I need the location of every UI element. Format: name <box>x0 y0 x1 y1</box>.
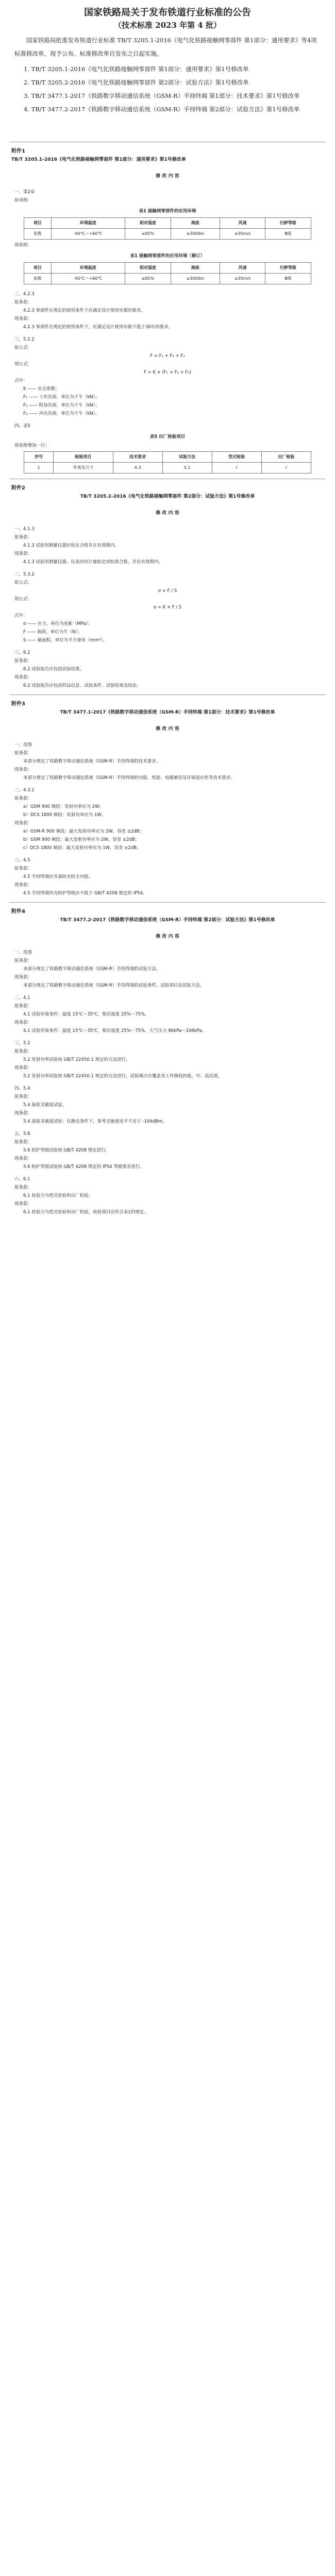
annex-item: S —— 截面积，单位为平方毫米（mm²）。 <box>23 638 107 643</box>
annex-item: 现条款： <box>14 821 32 826</box>
annex-name: TB/T 3477.1-2017《铁路数字移动通信系统（GSM-R）手持终端 第1部分：技术要求》第1号修改单 <box>60 710 275 715</box>
annex-item: 原条款： <box>14 300 32 305</box>
annex-item: 二、4.1 <box>14 995 30 1001</box>
table-header: 项目 <box>24 218 51 229</box>
annex-item: 6.1 检验分为型式检验和出厂检验。 <box>23 1193 93 1198</box>
annex-item: 现条款： <box>14 1156 32 1161</box>
annex-item: 现条款： <box>14 767 32 772</box>
annex-item: 本部分规定了铁路数字移动通信系统（GSM-R）手持终端的技术要求。 <box>23 759 161 764</box>
annex-item: 本部分规定了铁路数字移动通信系统（GSM-R）手持终端的试验方法。 <box>23 967 161 972</box>
annex-item: 5.6 防护等级试验按 GB/T 4208 规定进行。 <box>23 1148 110 1153</box>
table-caption: 表1 接触网零部件的应用环境（修订） <box>130 253 205 259</box>
header <box>9 0 326 30</box>
annex-item: 三、5.2.2 <box>14 337 35 342</box>
annex-label: 附件2 <box>11 485 25 491</box>
annex-section-title: 修 改 内 容 <box>156 511 179 516</box>
annex-label: 附件4 <box>11 909 25 914</box>
annex-item: 现条款： <box>14 316 32 321</box>
table-caption: 表5 出厂检验项目 <box>149 434 186 439</box>
annex-label: 附件1 <box>11 148 25 154</box>
annex-item: 原条款： <box>14 1094 32 1099</box>
annex-item: 四、5.4 <box>14 1086 30 1091</box>
table-cell: 5.1 <box>162 463 212 473</box>
list-item: 3. TB/T 3477.1-2017《铁路数字移动通信系统（GSM-R）手持终端 第1部分：技术要求》第1号修改单 <box>24 92 300 99</box>
annex-item: 6.1 检验分为型式检验和出厂检验，检验项目应符合表1的规定。 <box>23 1210 148 1215</box>
annex-item: F₁ —— 工作负荷，单位为千牛（kN）； <box>23 395 100 400</box>
annex-item: 5.4 接收灵敏度试验。 <box>23 1103 67 1108</box>
annex-section-title: 修 改 内 容 <box>156 726 179 732</box>
annex-4 <box>11 908 324 1220</box>
annex-item: 4.1 试验环境条件：温度 15℃～35℃，相对湿度 25%～75%，大气压力 86kPa～106kPa。 <box>23 1028 207 1033</box>
table-cell: ≤95% <box>125 229 171 240</box>
divider <box>9 902 326 903</box>
table-header: 风速 <box>220 218 265 229</box>
annex-item: 原条款： <box>14 1140 32 1145</box>
annex-item: 4.1.3 试验用测量仪器应检定合格并在有效期内。 <box>23 543 119 548</box>
annex-item: 4.1 试验环境条件：温度 15℃～35℃，相对湿度 25%～75%。 <box>23 1012 149 1017</box>
annex-item: 现表格增加一行： <box>14 443 50 448</box>
table-header: 污秽等级 <box>265 218 311 229</box>
annex-section-title: 修 改 内 容 <box>156 934 179 939</box>
table-row <box>24 274 311 284</box>
table-header: 相对湿度 <box>125 263 171 274</box>
environment-table-revised <box>24 262 311 284</box>
annex-2 <box>11 484 324 689</box>
annex-item: 一、4.1.3 <box>14 527 35 532</box>
annex-item: 一、第2章 <box>14 190 35 195</box>
annex-item: 六、6.1 <box>14 1177 30 1182</box>
annex-item: 5.6 防护等级试验按 GB/T 4208 规定的 IP54 等级要求进行。 <box>23 1164 144 1170</box>
annex-item: 五、5.6 <box>14 1131 30 1137</box>
annex-item: 4.5 手持终端外壳防护等级应不低于 GB/T 4208 规定的 IP54。 <box>23 891 147 896</box>
table-header: 海拔 <box>171 263 220 274</box>
annex-item: 5.2 发射功率试验按 GB/T 22450.1 规定的方法进行。 <box>23 1057 130 1062</box>
table-header: 风速 <box>220 263 265 274</box>
annex-name: TB/T 3477.2-2017《铁路数字移动通信系统（GSM-R）手持终端 第2部分：试验方法》第1号修改单 <box>60 918 275 923</box>
table-header: 序号 <box>24 452 54 463</box>
table-header: 项目 <box>24 263 51 274</box>
annex-item: 现条款： <box>14 551 32 556</box>
page-title: 国家铁路局关于发布铁道行业标准的公告 <box>84 7 251 18</box>
annex-item: 原公式： <box>14 580 32 585</box>
table-cell: Ⅲ级 <box>265 274 311 284</box>
list-item: 1. TB/T 3205.1-2016《电气化铁路接触网零部件 第1部分：通用要求》第1号修改单 <box>24 65 249 73</box>
annex-item: 二、5.3.2 <box>14 572 35 577</box>
annex-item: 原表格： <box>14 198 32 203</box>
annex-name: TB/T 3205.1-2016《电气化铁路接触网零部件 第1部分：通用要求》第1号修改单 <box>11 157 186 162</box>
annex-section-title: 修 改 内 容 <box>156 174 179 179</box>
annex-item: 原条款： <box>14 658 32 664</box>
table-cell: Ⅲ级 <box>265 229 311 240</box>
annex-item: 原条款： <box>14 751 32 756</box>
annex-item: 现条款： <box>14 1020 32 1025</box>
table-cell: 参数 <box>24 274 51 284</box>
annex-item: 6.2 试验报告应包括样品信息、试验条件、试验结果及结论。 <box>23 683 141 688</box>
annex-item: 三、6.2 <box>14 650 30 655</box>
annex-item: 式中： <box>14 378 28 383</box>
annex-item: 现表格： <box>14 243 32 248</box>
formula: σ = K × F / S <box>153 605 182 610</box>
annex-item: 6.2 试验报告应包括试验结果。 <box>23 667 85 672</box>
table-cell: ≤95% <box>125 274 171 284</box>
annex-1 <box>11 147 324 473</box>
inspection-table <box>24 451 311 473</box>
annex-name: TB/T 3205.2-2016《电气化铁路接触网零部件 第2部分：试验方法》第1号修改单 <box>80 494 255 499</box>
annex-item: 本部分规定了铁路数字移动通信系统（GSM-R）手持终端的试验条件、试验项目及试验方法。 <box>23 983 205 988</box>
annex-item: 一、范围 <box>14 950 32 955</box>
annex-item: 四、表5 <box>14 423 30 429</box>
announcement-page <box>0 0 335 1220</box>
annex-item: 现条款： <box>14 883 32 888</box>
annex-item: 原条款： <box>14 1185 32 1190</box>
table-cell: ≤3000m <box>171 229 220 240</box>
list-item: 2. TB/T 3205.2-2016《电气化铁路接触网零部件 第2部分：试验方法》第1号修改单 <box>24 79 249 86</box>
table-header: 相对湿度 <box>125 218 171 229</box>
annex-item: 原公式： <box>14 345 32 350</box>
annex-item: 原条款： <box>14 796 32 801</box>
table-cell: ≤35m/s <box>220 229 265 240</box>
annex-item: σ —— 应力，单位为兆帕（MPa）； <box>23 621 93 626</box>
annex-3 <box>11 700 324 897</box>
table-header: 环境温度 <box>51 263 125 274</box>
table-cell: 外观及尺寸 <box>53 463 113 473</box>
annex-item: a）GSM-R 900 频段：最大发射功率应为 2W，容差 ±2dB； <box>23 829 144 834</box>
annex-item: F₂ —— 附加负荷，单位为千牛（kN）； <box>23 403 100 408</box>
table-header: 型式检验 <box>212 452 261 463</box>
annex-item: F₃ —— 冲击负荷，单位为千牛（kN）。 <box>23 411 100 416</box>
table-cell: -40℃～+60℃ <box>51 274 125 284</box>
table-header: 环境温度 <box>51 218 125 229</box>
table-row <box>24 229 311 240</box>
annex-item: 原条款： <box>14 866 32 871</box>
annex-item: 5.4 接收灵敏度试验：在静态条件下，参考灵敏度电平不劣于 -104dBm。 <box>23 1119 167 1124</box>
annex-item: 5.2 发射功率试验按 GB/T 22450.1 规定的方法进行，试验频点应覆盖各工作频段的低、中、高信道。 <box>23 1074 222 1079</box>
table-cell: 1 <box>24 463 54 473</box>
annex-item: F —— 载荷，单位为牛（N）； <box>23 630 82 635</box>
formula: F = F₁ + F₂ + F₃ <box>150 353 185 359</box>
annex-item: 式中： <box>14 613 28 618</box>
environment-table <box>24 217 311 240</box>
annex-item: 三、4.5 <box>14 858 30 863</box>
annex-item: 二、4.2.3 <box>14 292 35 297</box>
formula: F = K × (F₁ + F₂ + F₃) <box>143 370 192 375</box>
list-item: 4. TB/T 3477.2-2017《铁路数字移动通信系统（GSM-R）手持终端 第2部分：试验方法》第1号修改单 <box>24 106 300 113</box>
annex-item: K —— 安全系数； <box>23 386 60 392</box>
annex-item: 现条款： <box>14 1111 32 1116</box>
annex-label: 附件3 <box>11 701 25 707</box>
table-cell: ≤35m/s <box>220 274 265 284</box>
annex-item: 现公式： <box>14 362 32 367</box>
annex-item: 现公式： <box>14 597 32 602</box>
annex-item: 现条款： <box>14 975 32 980</box>
annex-item: 现条款： <box>14 1201 32 1207</box>
annex-item: 原条款： <box>14 1049 32 1054</box>
divider <box>9 694 326 695</box>
table-header: 污秽等级 <box>265 263 311 274</box>
table-header: 技术要求 <box>113 452 162 463</box>
table-row <box>24 463 311 473</box>
annex-item: b）DCS 1800 频段：发射功率应为 1W。 <box>23 812 106 818</box>
annex-item: a）GSM 900 频段：发射功率应为 2W； <box>23 804 104 809</box>
annex-item: c）DCS 1800 频段：最大发射功率应为 1W，容差 ±2dB。 <box>23 845 141 851</box>
annex-item: 4.1.3 试验用测量仪器、仪表应经计量检定或校准合格，并在有效期内。 <box>23 560 163 565</box>
table-header: 检验项目 <box>53 452 113 463</box>
intro-paragraph: 国家铁路局批准发布铁道行业标准 TB/T 3205.1-2016《电气化铁路接触网零部件 第1部分：通用要求》等4项标准修改单，现予公布。标准修改单自发布之日起实施。 <box>14 37 317 57</box>
table-cell: 参数 <box>24 229 51 240</box>
annex-item: 二、4.3.1 <box>14 788 35 793</box>
annex-item: 一、范围 <box>14 742 32 748</box>
table-cell: 4.3 <box>113 463 162 473</box>
table-cell: √ <box>212 463 261 473</box>
annex-item: 原条款： <box>14 535 32 540</box>
table-header: 出厂检验 <box>261 452 311 463</box>
table-header: 试验方法 <box>162 452 212 463</box>
annex-item: 4.2.3 零部件在规定的使用条件下应满足设计使用年限的要求。 <box>23 308 145 313</box>
annex-item: 三、5.2 <box>14 1041 30 1046</box>
page-subtitle: （技术标准 2023 年第 4 批） <box>113 21 222 30</box>
table-cell: √ <box>261 463 311 473</box>
annex-item: 原条款： <box>14 958 32 963</box>
annex-item: 现条款： <box>14 1065 32 1071</box>
table-header: 海拔 <box>171 218 220 229</box>
annex-item: b）GSM 900 频段：最大发射功率应为 2W，容差 ±2dB； <box>23 837 140 842</box>
annex-item: 4.5 手持终端应具备防水防尘功能。 <box>23 874 93 879</box>
annex-item: 现条款： <box>14 675 32 680</box>
annex-item: 原条款： <box>14 1004 32 1009</box>
annex-item: 本部分规定了铁路数字移动通信系统（GSM-R）手持终端的功能、性能、电磁兼容及环境适应性等技术要求。 <box>23 775 235 781</box>
standard-list <box>24 62 321 116</box>
annex-item: 4.2.3 零部件在规定的使用条件下，应满足设计使用年限不低于30年的要求。 <box>23 325 173 330</box>
table-cell: -40℃～+60℃ <box>51 229 125 240</box>
formula: σ = F / S <box>158 588 177 594</box>
table-caption: 表1 接触网零部件的应用环境 <box>139 209 196 214</box>
table-cell: ≤3000m <box>171 274 220 284</box>
